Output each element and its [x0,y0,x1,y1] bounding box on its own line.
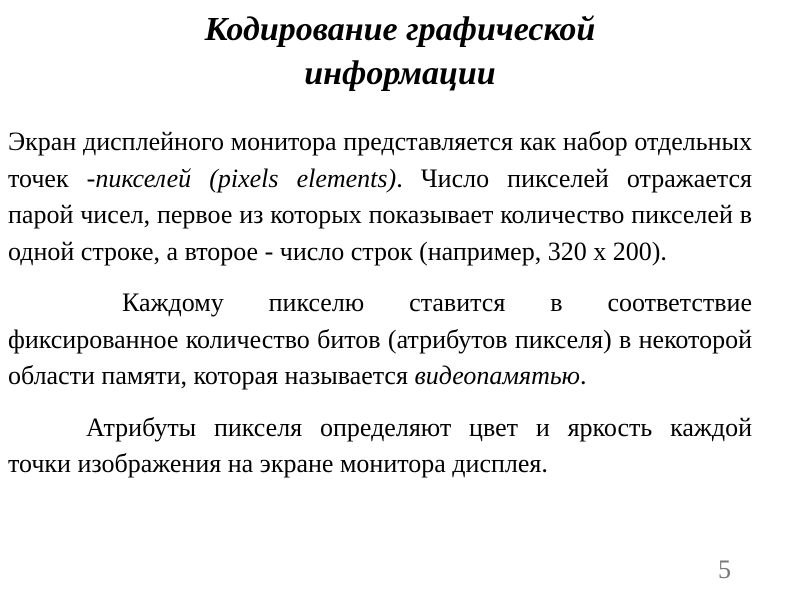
term-video-memory: видеопамятью [414,361,581,390]
paragraph-video-memory-text-a: Каждому пикселю ставится в соответствие фиксированное количество битов (атрибутов пикселя) в некоторой области памяти, которая называется [8,288,752,390]
term-pixels: -пикселей (pixels elements) [86,163,397,193]
slide-number: 5 [718,555,731,584]
slide-title-line-1: Кодирование графической [204,11,596,48]
slide-title-line-2: информации [304,55,496,92]
paragraph-video-memory [8,285,752,395]
paragraph-video-memory-text-b: . [580,361,587,390]
paragraph-pixels [8,124,752,270]
slide-body [8,124,752,483]
paragraph-pixel-attributes: Атрибуты пикселя определяют цвет и яркость каждой точки изображения на экране монитора дисплея. [8,412,752,478]
paragraph-pixels-text-b: . Число пикселей отражается парой чисел, первое из которых показывает количество пикселей в одной строке, а второе - число строк (например, 320 х 200). [8,163,752,266]
slide-title [0,8,800,96]
paragraph-pixels-text-a: Экран дисплейного монитора представляется как набор отдельных точек [8,127,752,193]
